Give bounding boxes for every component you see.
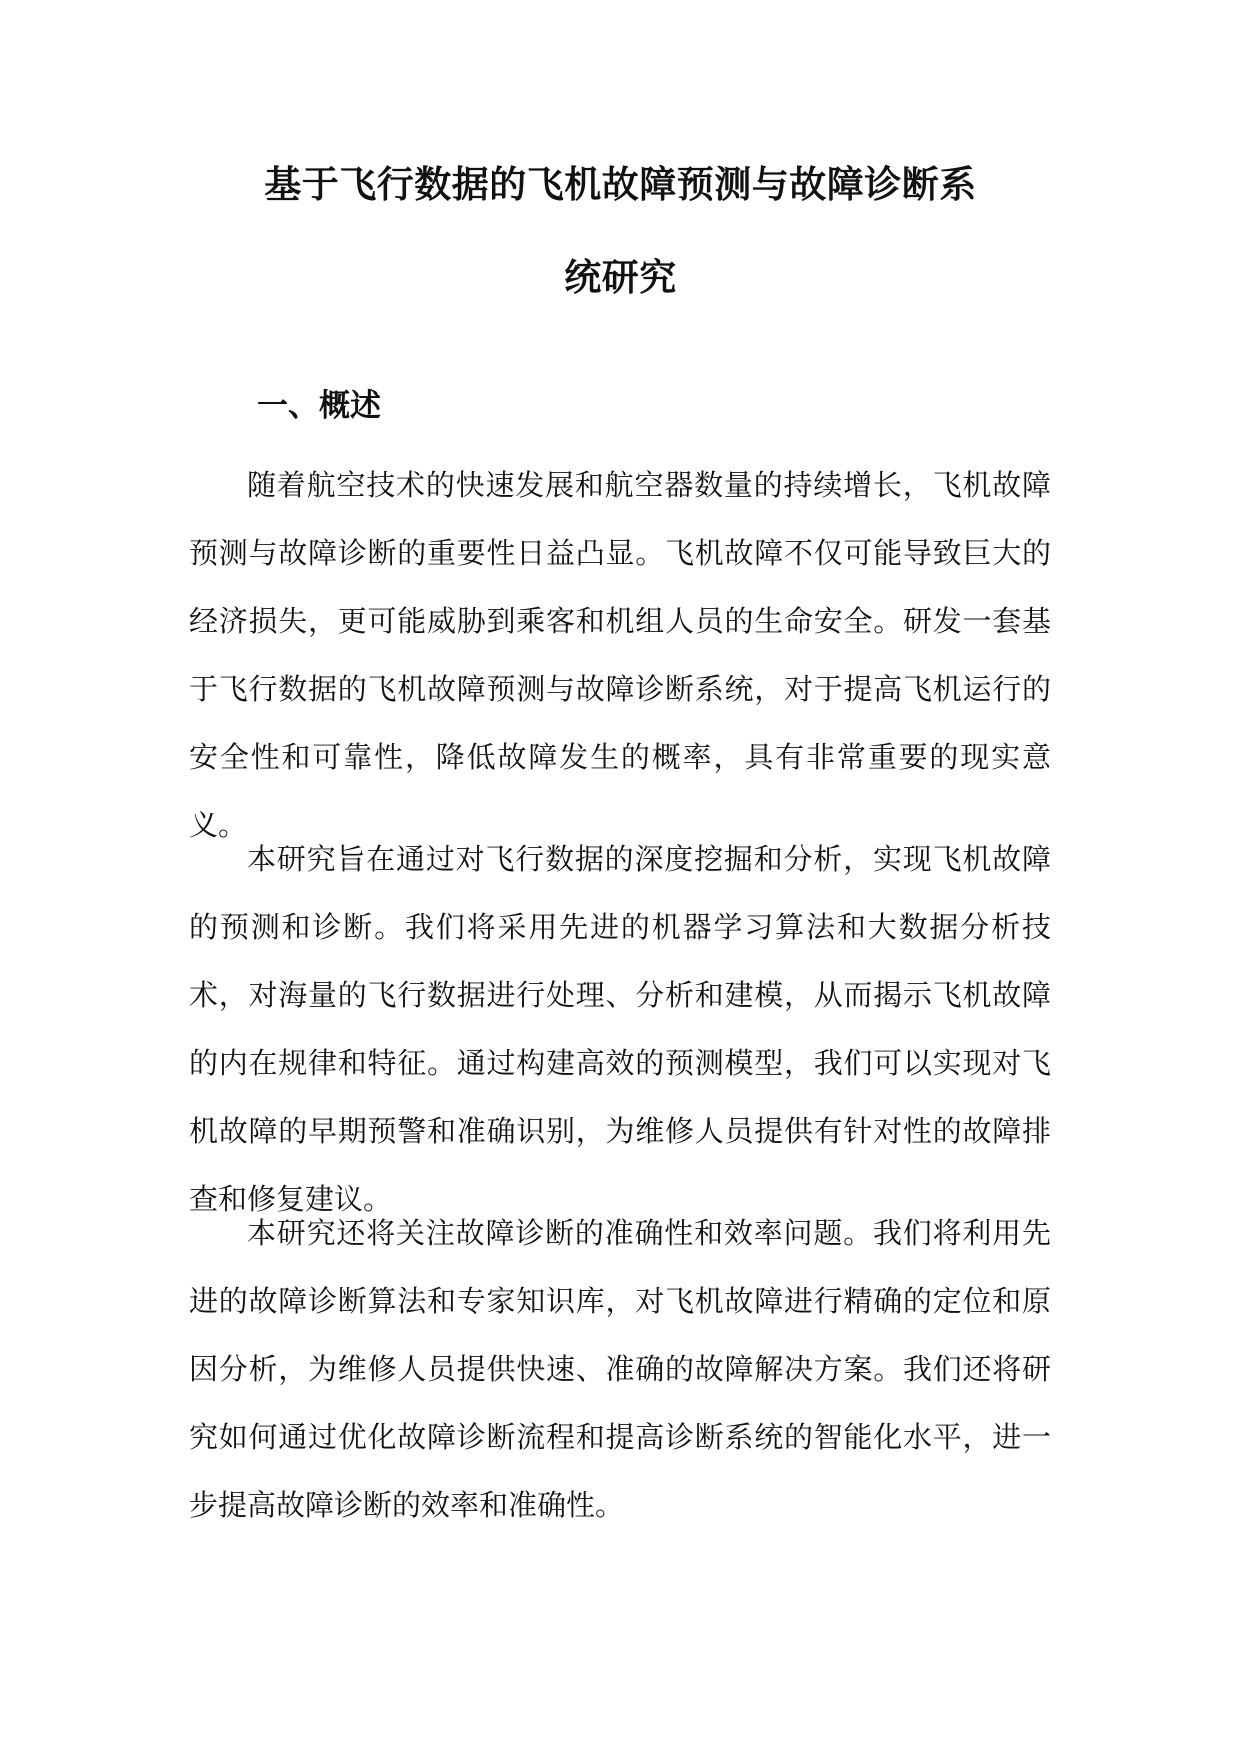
paragraph-2: 本研究旨在通过对飞行数据的深度挖掘和分析，实现飞机故障的预测和诊断。我们将采用先进的机器学习算法和大数据分析技术，对海量的飞行数据进行处理、分析和建模，从而揭示飞机故障的内在规律和特征。通过构建高效的预测模型，我们可以实现对飞机故障的早期预警和准确识别，为维修人员提供有针对性的故障排查和修复建议。 [189,842,1051,1216]
section-heading: 一、概述 [257,388,381,424]
document-title-line-2: 统研究 [564,256,677,299]
document-title-line-1: 基于飞行数据的飞机故障预测与故障诊断系 [264,163,977,206]
paragraph-1: 随着航空技术的快速发展和航空器数量的持续增长，飞机故障预测与故障诊断的重要性日益凸显。飞机故障不仅可能导致巨大的经济损失，更可能威胁到乘客和机组人员的生命安全。研发一套基于飞行数据的飞机故障预测与故障诊断系统，对于提高飞机运行的安全性和可靠性，降低故障发生的概率，具有非常重要的现实意义。 [189,468,1051,842]
paragraph-3: 本研究还将关注故障诊断的准确性和效率问题。我们将利用先进的故障诊断算法和专家知识库，对飞机故障进行精确的定位和原因分析，为维修人员提供快速、准确的故障解决方案。我们还将研究如何通过优化故障诊断流程和提高诊断系统的智能化水平，进一步提高故障诊断的效率和准确性。 [189,1216,1051,1522]
